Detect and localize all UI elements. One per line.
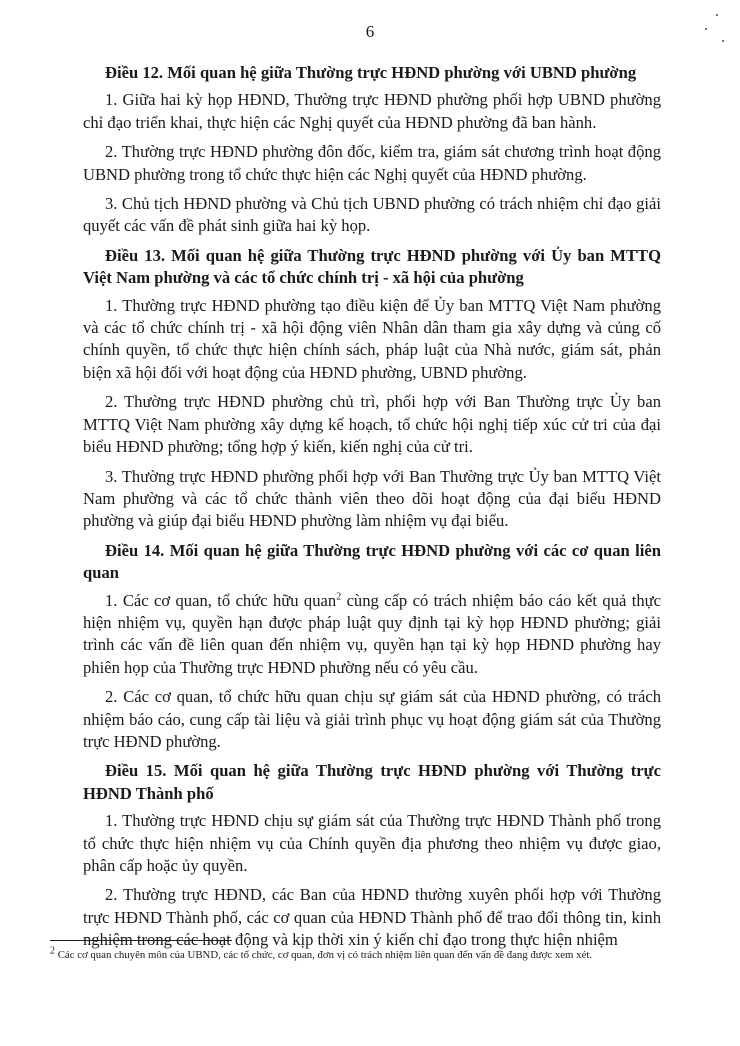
article-heading: Điều 12. Mối quan hệ giữa Thường trực HĐND phường với UBND phường xyxy=(105,63,637,82)
footnote-reference[interactable]: 2 xyxy=(336,591,342,602)
paragraph: 1. Giữa hai kỳ họp HĐND, Thường trực HĐND phường phối hợp UBND phường chỉ đạo triển khai, thực hiện các Nghị quyết của HĐND phường đã ban hành. xyxy=(83,90,661,132)
paragraph: 3. Thường trực HĐND phường phối hợp với Ban Thường trực Ủy ban MTTQ Việt Nam phường và các tổ chức thành viên theo dõi hoạt động của đại biểu HĐND phường và giúp đại biểu HĐND phường làm nhiệm vụ đại biểu. xyxy=(83,466,661,531)
footnote-marker: 2 xyxy=(50,945,55,957)
paragraph: 1. Thường trực HĐND phường tạo điều kiện để Ủy ban MTTQ Việt Nam phường và các tổ chức chính trị - xã hội động viên Nhân dân tham gia xây dựng và củng cố chính quyền, tổ chức thực hiện chính sách, pháp luật của Nhà nước, giám sát, phản biện xã hội đối với hoạt động của HĐND phường, UBND phường. xyxy=(83,295,661,382)
document-body xyxy=(83,62,661,959)
footnote-divider xyxy=(50,940,232,941)
article-heading: Điều 14. Mối quan hệ giữa Thường trực HĐND phường với các cơ quan liên quan xyxy=(83,540,661,583)
article-13 xyxy=(83,245,661,533)
paragraph: 2. Thường trực HĐND, các Ban của HĐND thường xuyên phối hợp với Thường trực HĐND Thành phố, các cơ quan của HĐND Thành phố để trao đổi thông tin, kinh nghiệm trong các hoạt động và kịp thời xin ý kiến chỉ đạo trong thực hiện nhiệm xyxy=(83,885,661,950)
paragraph: 2. Thường trực HĐND phường chủ trì, phối hợp với Ban Thường trực Ủy ban MTTQ Việt Nam phường xây dựng kế hoạch, tổ chức hội nghị tiếp xúc cử tri của đại biểu HĐND phường; tổng hợp ý kiến, kiến nghị của cử tri. xyxy=(83,392,661,457)
article-14 xyxy=(83,540,661,754)
paragraph-text-start: 1. Các cơ quan, tổ chức hữu quan xyxy=(105,590,337,610)
footnote-text: Các cơ quan chuyên môn của UBND, các tổ chức, cơ quan, đơn vị có trách nhiệm liên quan đến vấn đề đang được xem xét. xyxy=(57,949,593,961)
article-15 xyxy=(83,760,661,951)
footnote xyxy=(50,945,680,962)
paragraph: 2. Thường trực HĐND phường đôn đốc, kiểm tra, giám sát chương trình hoạt động UBND phường trong tổ chức thực hiện các Nghị quyết của HĐND phường. xyxy=(83,142,661,184)
article-12 xyxy=(83,62,661,238)
paragraph: 3. Chủ tịch HĐND phường và Chủ tịch UBND phường có trách nhiệm chỉ đạo giải quyết các vấn đề phát sinh giữa hai kỳ họp. xyxy=(83,194,661,236)
paragraph: 2. Các cơ quan, tổ chức hữu quan chịu sự giám sát của HĐND phường, có trách nhiệm báo cáo, cung cấp tài liệu và giải trình phục vụ hoạt động giám sát của Thường trực HĐND phường. xyxy=(83,687,661,751)
article-heading: Điều 15. Mối quan hệ giữa Thường trực HĐND phường với Thường trực HĐND Thành phố xyxy=(83,761,661,803)
article-heading: Điều 13. Mối quan hệ giữa Thường trực HĐND phường với Ủy ban MTTQ Việt Nam phường và các tổ chức chính trị - xã hội của phường xyxy=(83,245,661,288)
paragraph-text-end: cùng cấp có trách nhiệm báo cáo kết quả thực hiện nhiệm vụ, quyền hạn được pháp luật quy định tại kỳ họp HĐND phường; giải trình các vấn đề liên quan đến nhiệm vụ, quyền hạn tại kỳ họp HĐND phường hay phiên họp của Thường trực HĐND phường nếu có yêu cầu. xyxy=(83,590,661,677)
paragraph xyxy=(83,590,661,680)
scan-speck xyxy=(705,28,707,30)
scan-speck xyxy=(722,40,724,42)
paragraph: 1. Thường trực HĐND chịu sự giám sát của Thường trực HĐND Thành phố trong tổ chức thực hiện nhiệm vụ của Chính quyền địa phương theo nhiệm vụ được giao, phân cấp hoặc ủy quyền. xyxy=(83,811,661,875)
page-number: 6 xyxy=(365,22,375,41)
scan-speck xyxy=(716,14,718,16)
